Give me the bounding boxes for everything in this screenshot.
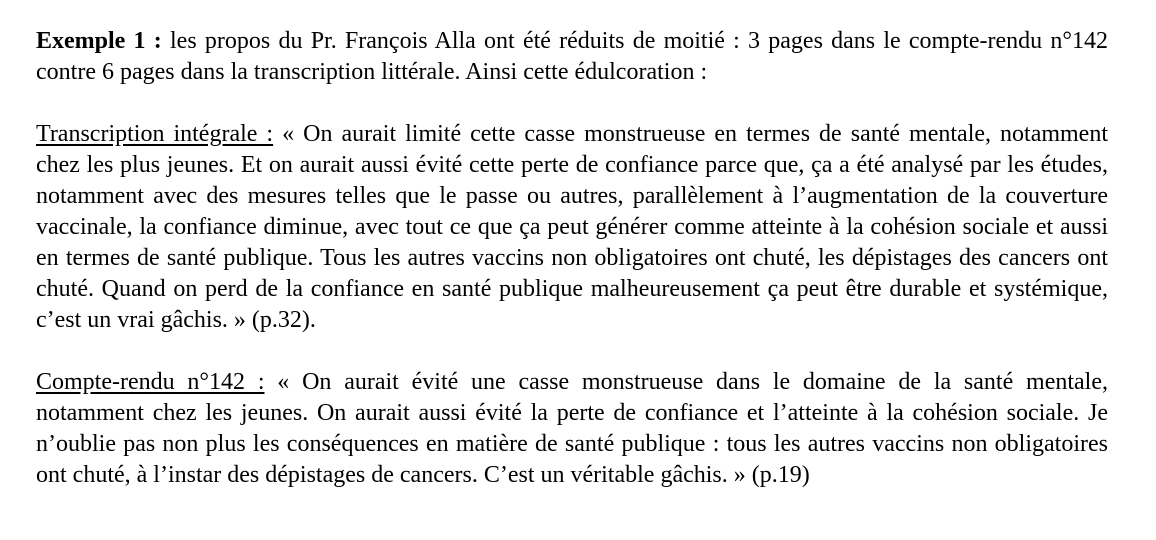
example-text: les propos du Pr. François Alla ont été réduits de moitié : 3 pages dans le compte-rendu n°142 contre 6 pages dans la transcription littérale. Ainsi cette édulcoration : [36,28,1109,85]
transcription-paragraph [36,119,1108,336]
transcription-label: Transcription intégrale : [36,121,274,147]
compte-rendu-paragraph [36,367,1108,491]
example-paragraph [36,26,1108,88]
transcription-text: « On aurait limité cette casse monstrueuse en termes de santé mentale, notamment chez les plus jeunes. Et on aurait aussi évité cette perte de confiance parce que, ça a été analysé par les études, notamment avec des mesures telles que le passe ou autres, parallèlement à l’augmentation de la couverture vaccinale, la confiance diminue, avec tout ce que ça peut générer comme atteinte à la cohésion sociale et aussi en termes de santé publique. Tous les autres vaccins non obligatoires ont chuté, les dépistages des cancers ont chuté. Quand on perd de la confiance en santé publique malheureusement ça peut être durable et systémique, c’est un vrai gâchis. » (p.32). [36,121,1108,333]
compte-rendu-text: « On aurait évité une casse monstrueuse dans le domaine de la santé mentale, notamment chez les jeunes. On aurait aussi évité la perte de confiance et l’atteinte à la cohésion sociale. Je n’oublie pas non plus les conséquences en matière de santé publique : tous les autres vaccins non obligatoires ont chuté, à l’instar des dépistages de cancers. C’est un véritable gâchis. » (p.19) [36,369,1108,488]
example-label: Exemple 1 : [36,28,162,54]
document-body [36,26,1108,491]
compte-rendu-label: Compte-rendu n°142 : [36,369,265,395]
